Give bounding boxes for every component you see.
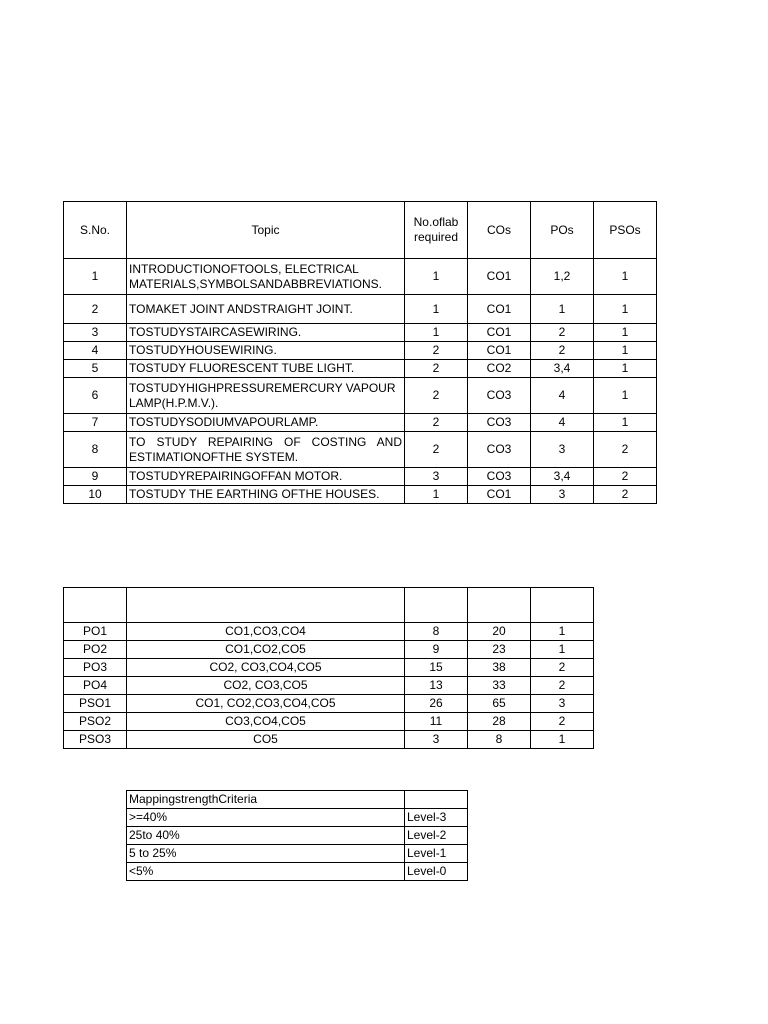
cell-sum: 9 xyxy=(405,641,468,659)
cell-sno: 9 xyxy=(64,468,127,486)
cell-topic: TOSTUDYHIGHPRESSUREMERCURY VAPOUR LAMP(H.P.M.V.). xyxy=(127,378,405,414)
cell-sno: 6 xyxy=(64,378,127,414)
cell-sum: 3 xyxy=(405,731,468,749)
cell-topic: TOSTUDY FLUORESCENT TUBE LIGHT. xyxy=(127,360,405,378)
header-pos: POs xyxy=(531,202,594,259)
mapping-criteria-table xyxy=(126,790,468,881)
table-row xyxy=(64,695,594,713)
cell-level: Level-2 xyxy=(405,827,468,845)
cell-pos: 2 xyxy=(531,342,594,360)
cell-topic: INTRODUCTIONOFTOOLS, ELECTRICAL MATERIALS,SYMBOLSANDABBREVIATIONS. xyxy=(127,259,405,295)
cell-level: Level-0 xyxy=(405,863,468,881)
cell-cos: CO1 xyxy=(468,342,531,360)
cell-cos: CO1, CO2,CO3,CO4,CO5 xyxy=(127,695,405,713)
cell-outcome: PO3 xyxy=(64,659,127,677)
cell-sno: 5 xyxy=(64,360,127,378)
cell-sno: 4 xyxy=(64,342,127,360)
table-row xyxy=(64,342,657,360)
cell-topic: TOSTUDYHOUSEWIRING. xyxy=(127,342,405,360)
cell-cos: CO1,CO3,CO4 xyxy=(127,623,405,641)
cell-labs: 2 xyxy=(405,360,468,378)
cell-labs: 1 xyxy=(405,324,468,342)
cell-percent: 33 xyxy=(468,677,531,695)
cell-outcome: PSO2 xyxy=(64,713,127,731)
cell-pos: 3,4 xyxy=(531,468,594,486)
cell-psos: 1 xyxy=(594,259,657,295)
cell-labs: 2 xyxy=(405,342,468,360)
cell-sno: 7 xyxy=(64,414,127,432)
cell-labs: 1 xyxy=(405,486,468,504)
table-row xyxy=(64,659,594,677)
cell-labs: 2 xyxy=(405,414,468,432)
cell-percent: 38 xyxy=(468,659,531,677)
cell-cos: CO5 xyxy=(127,731,405,749)
lab-topics-table xyxy=(63,201,657,504)
table-row xyxy=(64,623,594,641)
cell-topic: TOSTUDYREPAIRINGOFFAN MOTOR. xyxy=(127,468,405,486)
table-row xyxy=(127,863,468,881)
cell-psos: 2 xyxy=(594,468,657,486)
cell-topic: TO STUDY REPAIRING OF COSTING AND ESTIMATIONOFTHE SYSTEM. xyxy=(127,432,405,468)
cell-pos: 4 xyxy=(531,414,594,432)
cell-psos: 2 xyxy=(594,486,657,504)
cell-topic: TOSTUDYSTAIRCASEWIRING. xyxy=(127,324,405,342)
cell-pos: 4 xyxy=(531,378,594,414)
cell-level: 1 xyxy=(531,641,594,659)
cell-range: 5 to 25% xyxy=(127,845,405,863)
cell-percent: 65 xyxy=(468,695,531,713)
header-labs-required: No.oflab required xyxy=(405,202,468,259)
cell-psos: 1 xyxy=(594,414,657,432)
cell-cos: CO3 xyxy=(468,378,531,414)
table-row xyxy=(64,295,657,324)
cell-cos: CO1 xyxy=(468,295,531,324)
table-row xyxy=(64,468,657,486)
cell-psos: 1 xyxy=(594,378,657,414)
cell-cos: CO2 xyxy=(468,360,531,378)
cell-cos: CO2, CO3,CO4,CO5 xyxy=(127,659,405,677)
cell-level: Level-3 xyxy=(405,809,468,827)
cell-sno: 8 xyxy=(64,432,127,468)
cell-pos: 2 xyxy=(531,324,594,342)
cell-psos: 2 xyxy=(594,432,657,468)
table-row xyxy=(64,641,594,659)
mapping-header-row xyxy=(64,588,594,623)
header-topic: Topic xyxy=(127,202,405,259)
cell-sum: 15 xyxy=(405,659,468,677)
cell-pos: 3 xyxy=(531,432,594,468)
cell-cos: CO3 xyxy=(468,414,531,432)
header-sno: S.No. xyxy=(64,202,127,259)
cell-outcome: PSO3 xyxy=(64,731,127,749)
cell-cos: CO1 xyxy=(468,324,531,342)
cell-outcome: PSO1 xyxy=(64,695,127,713)
criteria-title-row xyxy=(127,791,468,809)
cell-pos: 3,4 xyxy=(531,360,594,378)
cell-outcome: PO4 xyxy=(64,677,127,695)
table-row xyxy=(127,827,468,845)
cell-range: >=40% xyxy=(127,809,405,827)
cell-level: 3 xyxy=(531,695,594,713)
cell-labs: 1 xyxy=(405,259,468,295)
table-row xyxy=(127,809,468,827)
cell-sno: 10 xyxy=(64,486,127,504)
cell-sno: 3 xyxy=(64,324,127,342)
cell-percent: 8 xyxy=(468,731,531,749)
cell-range: 25to 40% xyxy=(127,827,405,845)
cell-psos: 1 xyxy=(594,295,657,324)
cell-percent: 20 xyxy=(468,623,531,641)
header-row xyxy=(64,202,657,259)
table-row xyxy=(64,713,594,731)
table-row xyxy=(64,486,657,504)
cell-cos: CO3 xyxy=(468,468,531,486)
cell-labs: 2 xyxy=(405,378,468,414)
cell-level: 2 xyxy=(531,659,594,677)
cell-pos: 1 xyxy=(531,295,594,324)
cell-cos: CO1,CO2,CO5 xyxy=(127,641,405,659)
table-row xyxy=(64,378,657,414)
table-row xyxy=(64,360,657,378)
cell-sum: 8 xyxy=(405,623,468,641)
cell-pos: 3 xyxy=(531,486,594,504)
cell-pos: 1,2 xyxy=(531,259,594,295)
table-row xyxy=(64,677,594,695)
cell-cos: CO3 xyxy=(468,432,531,468)
cell-topic: TOSTUDYSODIUMVAPOURLAMP. xyxy=(127,414,405,432)
table-row xyxy=(127,845,468,863)
table-row xyxy=(64,731,594,749)
cell-labs: 2 xyxy=(405,432,468,468)
cell-percent: 23 xyxy=(468,641,531,659)
cell-range: <5% xyxy=(127,863,405,881)
cell-percent: 28 xyxy=(468,713,531,731)
header-cos: COs xyxy=(468,202,531,259)
cell-outcome: PO2 xyxy=(64,641,127,659)
criteria-title: MappingstrengthCriteria xyxy=(127,791,405,809)
table-row xyxy=(64,324,657,342)
cell-topic: TOSTUDY THE EARTHING OFTHE HOUSES. xyxy=(127,486,405,504)
cell-level: 1 xyxy=(531,623,594,641)
cell-level: 2 xyxy=(531,677,594,695)
table-row xyxy=(64,432,657,468)
cell-outcome: PO1 xyxy=(64,623,127,641)
cell-cos: CO1 xyxy=(468,259,531,295)
cell-level: 1 xyxy=(531,731,594,749)
table-row xyxy=(64,414,657,432)
cell-sno: 2 xyxy=(64,295,127,324)
cell-cos: CO2, CO3,CO5 xyxy=(127,677,405,695)
cell-cos: CO3,CO4,CO5 xyxy=(127,713,405,731)
cell-level: Level-1 xyxy=(405,845,468,863)
cell-psos: 1 xyxy=(594,324,657,342)
cell-cos: CO1 xyxy=(468,486,531,504)
cell-topic: TOMAKET JOINT ANDSTRAIGHT JOINT. xyxy=(127,295,405,324)
cell-sno: 1 xyxy=(64,259,127,295)
cell-sum: 26 xyxy=(405,695,468,713)
cell-sum: 13 xyxy=(405,677,468,695)
cell-psos: 1 xyxy=(594,360,657,378)
cell-labs: 3 xyxy=(405,468,468,486)
table-row xyxy=(64,259,657,295)
po-co-mapping-table xyxy=(63,587,594,749)
cell-labs: 1 xyxy=(405,295,468,324)
cell-level: 2 xyxy=(531,713,594,731)
header-psos: PSOs xyxy=(594,202,657,259)
cell-psos: 1 xyxy=(594,342,657,360)
cell-sum: 11 xyxy=(405,713,468,731)
